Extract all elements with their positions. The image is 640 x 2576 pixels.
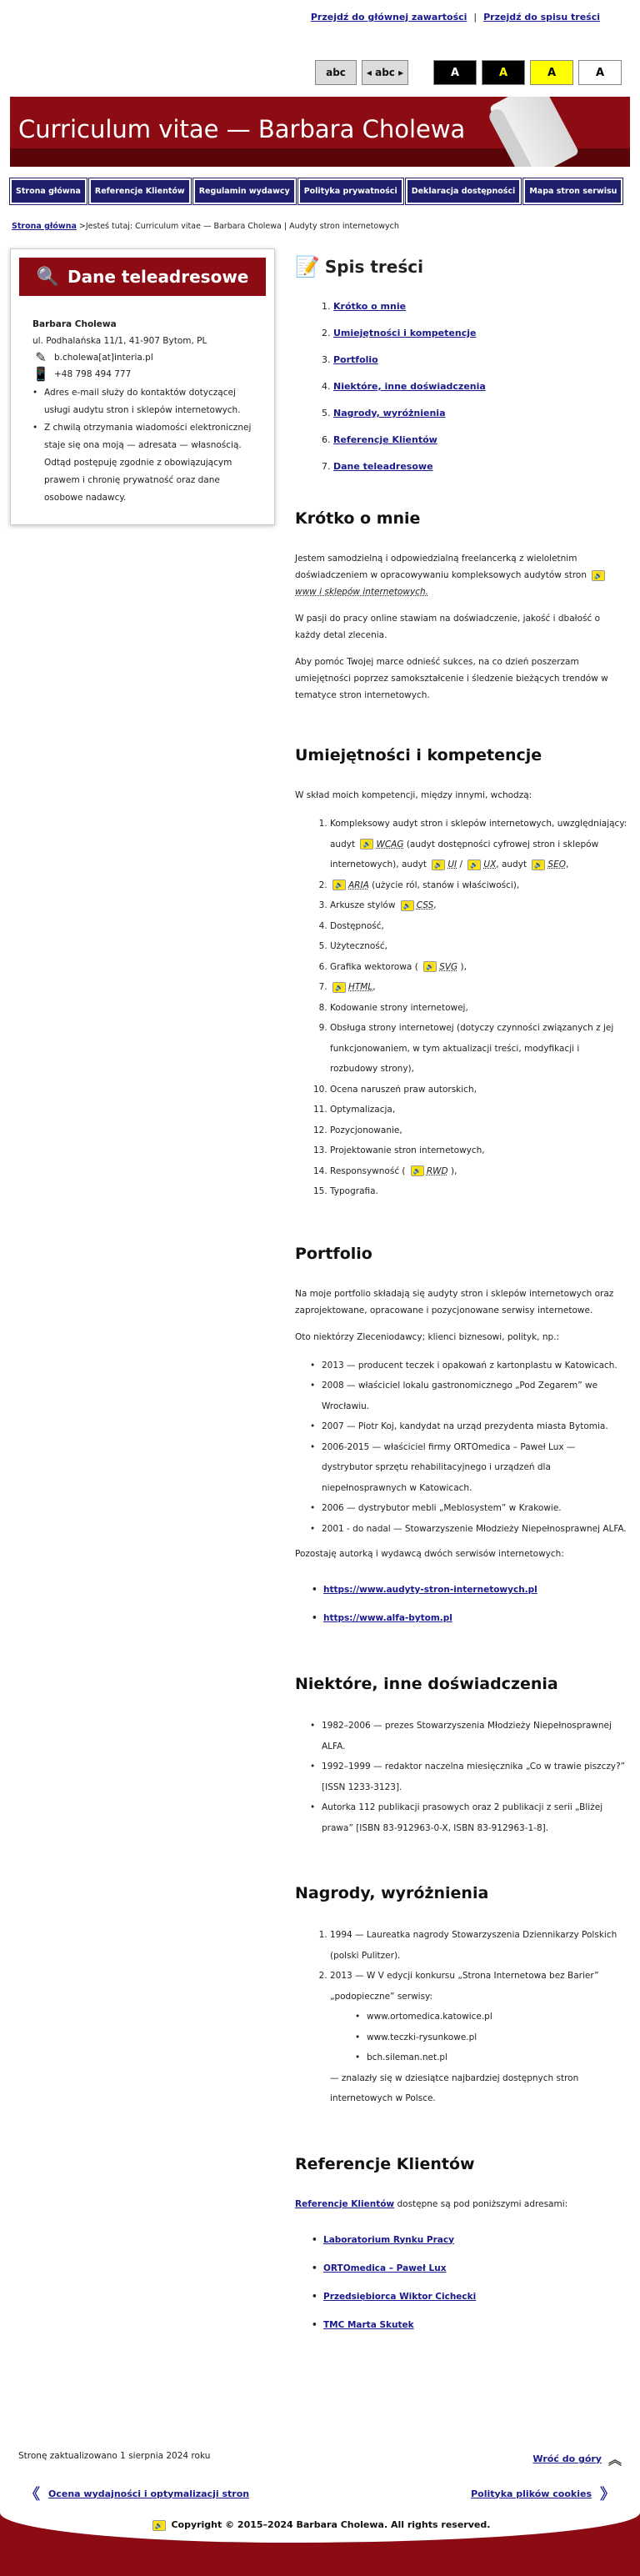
portfolio-paragraph: Pozostaję autorką i wydawcą dwóch serwisów internetowych:	[295, 1549, 564, 1559]
toc-item	[333, 400, 628, 427]
client-item: • 2008 — właściciel lokalu gastronomicznego „Pod Zegarem” we Wrocławiu.	[310, 1376, 628, 1416]
skip-links	[311, 12, 600, 23]
next-page-link[interactable]: Polityka plików cookies	[471, 2488, 592, 2499]
award-text: — znalazły się w dziesiątce najbardziej dostępnych stron internetowych w Polsce.	[330, 2072, 579, 2103]
toc-link-portfolio[interactable]: Portfolio	[333, 354, 378, 365]
breadcrumb-home-link[interactable]: Strona główna	[12, 222, 77, 231]
abbr-svg: SVG	[439, 961, 458, 972]
own-site-link[interactable]: https://www.audyty-stron-internetowych.pl	[323, 1585, 538, 1595]
own-site-item	[312, 1604, 628, 1632]
contact-email: b.cholewa[at]interia.pl	[54, 353, 153, 363]
about-heading: Krótko o mnie	[295, 509, 421, 528]
award-site: • bch.sileman.net.pl	[355, 2047, 628, 2068]
references-heading: Referencje Klientów	[295, 2154, 475, 2173]
experience-item: • 1992–1999 — redaktor naczelna miesięcznika „Co w trawie piszczy?” [ISSN 1233-3123].	[310, 1757, 628, 1797]
contact-title: Dane teleadresowe	[68, 267, 249, 287]
toc-item	[333, 347, 628, 373]
contact-phone: +48 798 494 777	[54, 369, 132, 379]
table-of-contents	[333, 293, 628, 480]
speaker-icon[interactable]: 🔊	[332, 880, 346, 890]
double-chevron-up-icon[interactable]: ︽	[608, 2452, 622, 2468]
portfolio-paragraph: Oto niektórzy Zleceniodawcy; klienci biznesowi, polityk, np.:	[295, 1331, 560, 1342]
contrast-white-on-black-button[interactable]: A	[433, 60, 477, 85]
experience-heading: Niektóre, inne doświadczenia	[295, 1675, 558, 1693]
references-list	[312, 2226, 628, 2339]
reference-item	[312, 2254, 628, 2283]
client-item: • 2007 — Piotr Koj, kandydat na urząd prezydenta miasta Bytomia.	[310, 1416, 628, 1437]
site-title: Curriculum vitae — Barbara Cholewa	[18, 115, 466, 143]
toc-item	[333, 427, 628, 454]
footer-navigation	[17, 2481, 623, 2506]
next-page	[471, 2483, 623, 2504]
skill-item: 3. Arkusze stylów 🔊 CSS,	[330, 895, 628, 916]
skill-item	[330, 957, 628, 978]
toc-link-skills[interactable]: Umiejętności i kompetencje	[333, 328, 477, 338]
reference-item	[312, 2283, 628, 2311]
reference-link[interactable]: Przedsiębiorca Wiktor Cichecki	[323, 2291, 477, 2302]
nav-item-sitemap[interactable]: Mapa stron serwisu	[523, 178, 622, 204]
skill-item: 15. Typografia.	[330, 1181, 628, 1202]
breadcrumb-current: >Jesteś tutaj: Curriculum vitae — Barbara Cholewa | Audyty stron internetowych	[76, 222, 399, 231]
abbr-css: CSS	[416, 900, 434, 910]
award-text: 2013 — W V edycji konkursu „Strona Internetowa bez Barier” „podopieczne” serwisy:	[330, 1971, 599, 2002]
experience-item: • 1982–2006 — prezes Stowarzyszenia Młodzieży Niepełnosprawnej ALFA.	[310, 1716, 628, 1757]
toc-link-contact[interactable]: Dane teleadresowe	[333, 461, 433, 472]
nav-item-home[interactable]: Strona główna	[10, 178, 87, 204]
skill-item	[330, 875, 628, 896]
skill-item: 12. Pozycjonowanie,	[330, 1120, 628, 1141]
toc-item	[333, 454, 628, 480]
own-site-item	[312, 1576, 628, 1604]
toc-heading	[295, 255, 628, 278]
abbr-rwd: RWD	[426, 1165, 448, 1176]
speaker-icon[interactable]: 🔊	[401, 900, 414, 911]
skills-heading: Umiejętności i kompetencje	[295, 746, 542, 764]
double-chevron-right-icon[interactable]: 》	[600, 2486, 615, 2503]
portfolio-paragraph: Na moje portfolio składają się audyty stron i sklepów internetowych oraz zaprojektowane, opracowane i pozycjonowane serwisy internetowe.	[295, 1288, 614, 1316]
client-item: • 2006-2015 — właściciel firmy ORTOmedica – Paweł Lux — dystrybutor sprzętu rehabilitacyjnego i urządzeń dla niepełnosprawnych w Katowicach.	[310, 1437, 628, 1499]
abbr-www: www i sklepów internetowych.	[295, 587, 428, 597]
skill-item: 11. Optymalizacja,	[330, 1100, 628, 1120]
experience-item: • Autorka 112 publikacji prasowych oraz 2 publikacji z serii „Bliżej prawa” [ISBN 83-912963-0-X, ISBN 83-912963-1-8].	[310, 1797, 628, 1838]
contact-email-row	[32, 349, 261, 366]
toc-link-experience[interactable]: Niektóre, inne doświadczenia	[333, 381, 486, 392]
skill-text: Grafika wektorowa (	[330, 961, 418, 972]
references-text: dostępne są pod poniższymi adresami:	[394, 2198, 568, 2209]
toc-link-awards[interactable]: Nagrody, wyróżnienia	[333, 408, 446, 418]
nav-item-privacy[interactable]: Polityka prywatności	[298, 178, 403, 204]
speaker-icon[interactable]: 🔊	[532, 860, 545, 870]
slash-text: /	[459, 860, 463, 870]
contact-header	[19, 258, 266, 296]
about-paragraph: W pasji do pracy online stawiam na doświadczenie, jakość i dbałość o każdy detal zlecenia.	[295, 614, 601, 640]
copyright	[0, 2519, 640, 2531]
award-site: • www.ortomedica.katowice.pl	[355, 2007, 628, 2027]
skill-item: 13. Projektowanie stron internetowych,	[330, 1140, 628, 1161]
last-updated: Stronę zaktualizowano 1 sierpnia 2024 roku	[18, 2451, 211, 2461]
own-sites-list	[312, 1576, 628, 1632]
back-to-top	[532, 2449, 622, 2468]
reference-link[interactable]: ORTOmedica – Paweł Lux	[323, 2263, 447, 2273]
font-normal-button[interactable]: abc	[315, 60, 357, 85]
speaker-icon[interactable]: 🔊	[411, 1165, 424, 1176]
skill-item: 9. Obsługa strony internetowej (dotyczy czynności związanych z jej funkcjonowaniem, w tym aktualizacji treści, modyfikacji i rozbudowy strony),	[330, 1018, 628, 1080]
abbr-html: HTML	[348, 982, 373, 992]
header-banner	[10, 97, 630, 167]
toc-icon: 📝	[295, 255, 320, 278]
abbr-ux: UX	[483, 860, 497, 870]
awards-heading: Nagrody, wyróżnienia	[295, 1884, 489, 1902]
toc-link-about[interactable]: Krótko o mnie	[333, 301, 407, 312]
contact-body	[11, 296, 274, 507]
toc-item	[333, 293, 628, 320]
skill-text: Responsywność (	[330, 1165, 406, 1176]
award-sites	[355, 2007, 628, 2068]
speaker-icon[interactable]: 🔊	[432, 860, 445, 870]
phone-icon: 📱	[32, 366, 49, 382]
abbr-ui: UI	[448, 860, 458, 870]
skill-item: 10. Ocena naruszeń praw autorskich,	[330, 1080, 628, 1100]
client-item: • 2006 — dystrybutor mebli „Meblosystem” w Krakowie.	[310, 1498, 628, 1519]
contrast-black-on-yellow-button[interactable]: A	[530, 60, 573, 85]
back-to-top-link[interactable]: Wróć do góry	[532, 2453, 602, 2464]
contrast-default-button[interactable]: A	[578, 60, 622, 85]
pen-icon: ✎	[35, 349, 47, 365]
toc-link-references[interactable]: Referencje Klientów	[333, 434, 438, 445]
abbr-seo: SEO	[548, 860, 566, 870]
award-site: • www.teczki-rysunkowe.pl	[355, 2027, 628, 2048]
toc-item	[333, 373, 628, 400]
skill-text: ),	[450, 1165, 458, 1176]
skill-text: , audyt	[496, 860, 528, 870]
double-chevron-left-icon[interactable]: 《	[25, 2486, 40, 2503]
skill-text: (użycie ról, stanów i właściwości),	[372, 880, 520, 890]
skill-item: 5. Użyteczność,	[330, 936, 628, 957]
skill-text: (audyt dostępności cyfrowej stron i sklepów internetowych), audyt	[330, 839, 599, 870]
skill-item: 4. Dostępność,	[330, 916, 628, 937]
speaker-icon[interactable]: 🔊	[468, 860, 481, 870]
about-text: Jestem samodzielną i odpowiedzialną freelancerką z wieloletnim doświadczeniem w opracowywaniu kompleksowych audytów stron	[295, 554, 587, 580]
accessibility-toolbar	[315, 60, 632, 85]
awards-list	[330, 1925, 628, 2109]
speaker-icon[interactable]: 🔊	[360, 839, 373, 849]
reference-item	[312, 2226, 628, 2254]
contact-note: • Adres e-mail służy do kontaktów dotyczącej usługi audytu stron i sklepów internetowych.	[32, 384, 261, 419]
reference-item	[312, 2311, 628, 2339]
prev-page-link[interactable]: Ocena wydajności i optymalizacji stron	[48, 2488, 250, 2499]
speaker-icon[interactable]: 🔊	[332, 982, 346, 993]
skill-item: 1. Kompleksowy audyt stron i sklepów internetowych, uwzględniający: audyt 🔊 WCAG (audyt dostępności cyfrowej stron i sklepów internetowych), audyt 🔊 UI / 🔊 UX, audyt 🔊 SEO,	[330, 814, 628, 875]
speaker-icon[interactable]: 🔊	[592, 570, 605, 581]
nav-item-accessibility[interactable]: Deklaracja dostępności	[406, 178, 522, 204]
contact-notes	[32, 384, 261, 507]
clients-list	[310, 1356, 628, 1540]
award-item: 1. 1994 — Laureatka nagrody Stowarzyszenia Dziennikarzy Polskich (polski Pulitzer).	[330, 1925, 628, 1966]
skill-text: Kompleksowy audyt stron i sklepów internetowych, uwzględniający: audyt	[330, 819, 628, 849]
contact-sidebar	[10, 248, 275, 525]
about-paragraph: Aby pomóc Twojej marce odnieść sukces, na co dzień poszerzam umiejętności poprzez samokształcenie i śledzenie bieżących trendów w tematyce stron internetowych.	[295, 657, 608, 700]
skill-item: 8. Kodowanie strony internetowej,	[330, 998, 628, 1019]
contact-address: ul. Podhalańska 11/1, 41-907 Bytom, PL	[32, 336, 208, 346]
award-item	[330, 1966, 628, 2109]
main-content	[295, 255, 628, 2349]
copyright-text: Copyright © 2015–2024 Barbara Cholewa. All rights reserved.	[171, 2519, 491, 2530]
skills-intro: W skład moich kompetencji, między innymi, wchodzą:	[295, 790, 532, 800]
contact-name: Barbara Cholewa	[32, 319, 117, 329]
search-key-icon: 🔍	[36, 266, 60, 288]
reference-link[interactable]: Laboratorium Rynku Pracy	[323, 2234, 454, 2245]
portfolio-heading: Portfolio	[295, 1244, 372, 1263]
client-item: • 2001 - do nadal — Stowarzyszenie Młodzieży Niepełnosprawnej ALFA.	[310, 1519, 628, 1540]
references-paragraph	[295, 2196, 628, 2213]
font-resize-button[interactable]: ◂ abc ▸	[362, 60, 408, 85]
client-item: • 2013 — producent teczek i opakowań z kartonplastu w Katowicach.	[310, 1356, 628, 1376]
contact-note: • Z chwilą otrzymania wiadomości elektronicznej staje się ona moją — adresata — własnością. Odtąd postępuję zgodnie z obowiązującym prawem i chronię prywatność oraz dane osobowe nadawcy.	[32, 419, 261, 507]
nav-item-references[interactable]: Referencje Klientów	[89, 178, 191, 204]
nav-item-publisher-terms[interactable]: Regulamin wydawcy	[193, 178, 296, 204]
references-link[interactable]: Referencje Klientów	[295, 2198, 395, 2209]
speaker-icon[interactable]: 🔊	[152, 2520, 166, 2531]
contrast-yellow-on-black-button[interactable]: A	[482, 60, 525, 85]
abbr-wcag: WCAG	[376, 839, 404, 849]
contact-phone-row	[32, 366, 261, 383]
abbr-aria: ARIA	[348, 880, 369, 890]
toc-item	[333, 320, 628, 347]
main-navigation	[10, 178, 622, 204]
skip-to-main-link[interactable]: Przejdź do głównej zawartości	[310, 12, 468, 23]
prev-page	[17, 2483, 249, 2504]
skill-text: ),	[460, 961, 467, 972]
experience-list	[310, 1716, 628, 1838]
breadcrumb	[12, 222, 399, 231]
skill-item	[330, 1161, 628, 1182]
skip-to-toc-link[interactable]: Przejdź do spisu treści	[483, 12, 600, 23]
reference-link[interactable]: TMC Marta Skutek	[323, 2319, 414, 2330]
skills-list	[330, 814, 628, 1202]
skip-separator: |	[473, 12, 478, 23]
speaker-icon[interactable]: 🔊	[423, 961, 437, 972]
about-paragraph	[295, 550, 628, 600]
toc-title: Spis treści	[324, 257, 423, 277]
skill-item: 7. 🔊 HTML,	[330, 977, 628, 998]
skill-text: Arkusze stylów	[330, 900, 396, 910]
own-site-link[interactable]: https://www.alfa-bytom.pl	[323, 1613, 452, 1623]
